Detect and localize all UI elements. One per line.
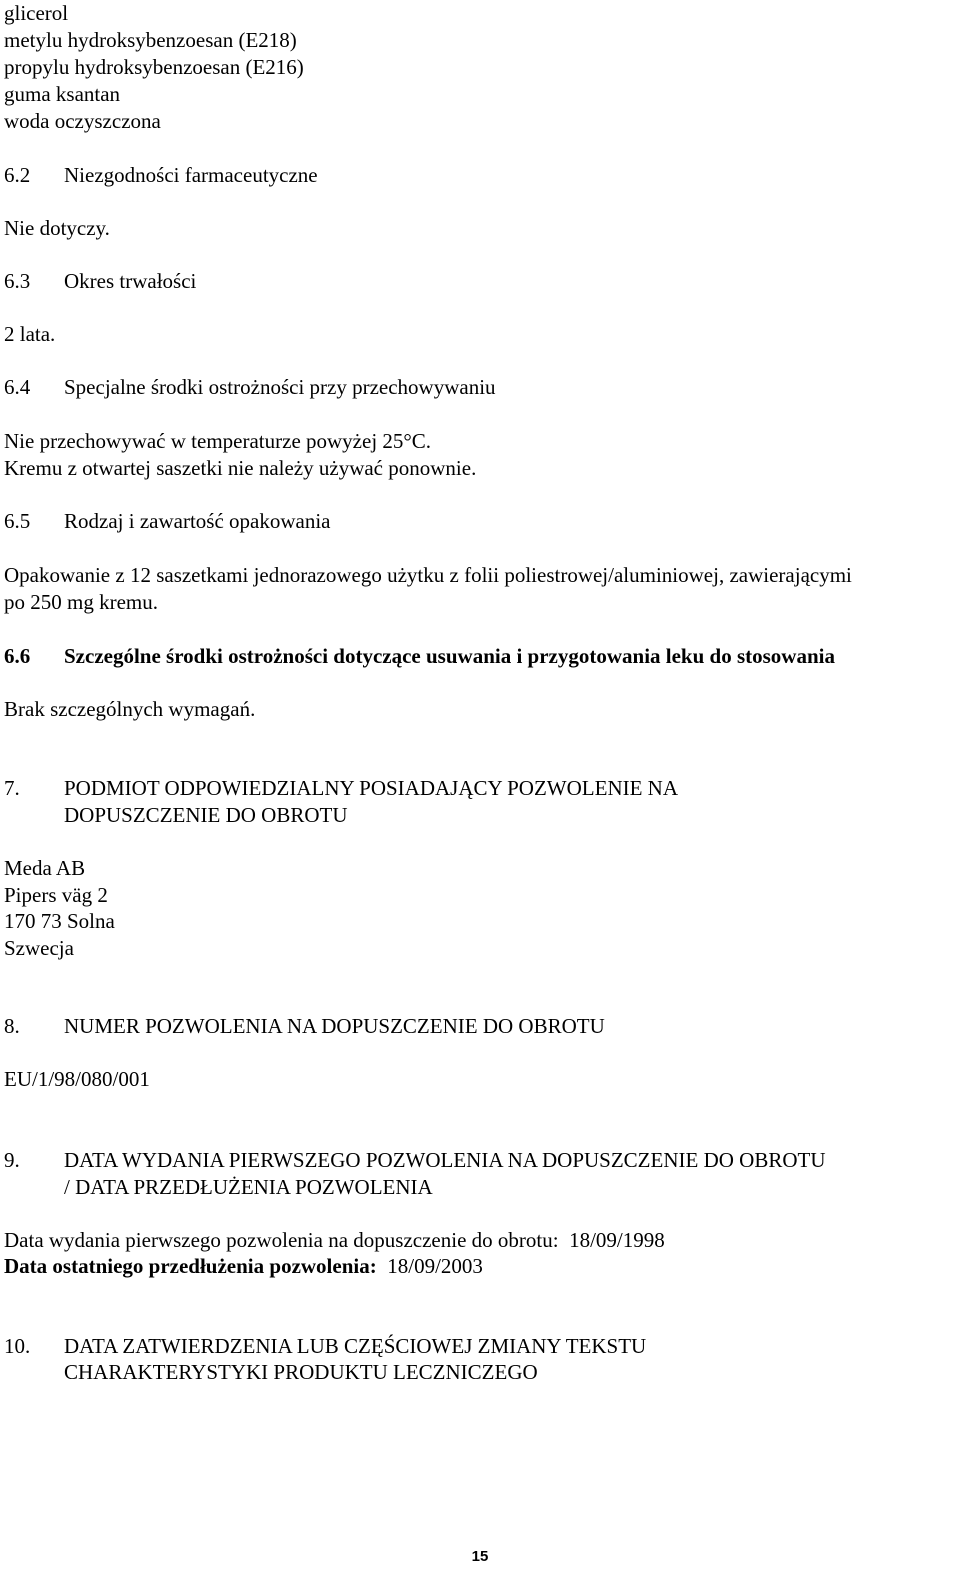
heading-number: 6.6 — [4, 644, 31, 668]
text-6-4-line-1: Nie przechowywać w temperaturze powyżej 25°C. — [4, 429, 432, 453]
mah-city: 170 73 Solna — [4, 909, 115, 933]
excipient-guma: guma ksantan — [4, 82, 121, 106]
heading-number: 7. — [4, 776, 20, 800]
first-authorisation-line — [4, 1227, 665, 1253]
excipient-woda: woda oczyszczona — [4, 109, 161, 133]
heading-title-line-2: DOPUSZCZENIE DO OBROTU — [64, 803, 348, 827]
authorisation-number: EU/1/98/080/001 — [4, 1067, 150, 1091]
mah-street: Pipers väg 2 — [4, 883, 108, 907]
page-number: 15 — [471, 1548, 489, 1565]
heading-title-line-2: / DATA PRZEDŁUŻENIA POZWOLENIA — [64, 1175, 433, 1199]
heading-number: 6.2 — [4, 163, 31, 187]
first-authorisation-label: Data wydania pierwszego pozwolenia na dopuszczenie do obrotu: — [4, 1228, 559, 1252]
text-6-2: Nie dotyczy. — [4, 216, 110, 240]
renewal-line — [4, 1253, 483, 1279]
heading-title: Szczególne środki ostrożności dotyczące usuwania i przygotowania leku do stosowania — [64, 644, 835, 668]
heading-title-line-1: PODMIOT ODPOWIEDZIALNY POSIADAJĄCY POZWOLENIE NA — [64, 776, 679, 800]
heading-title: NUMER POZWOLENIA NA DOPUSZCZENIE DO OBROTU — [64, 1014, 605, 1038]
heading-title: Rodzaj i zawartość opakowania — [64, 509, 331, 533]
heading-title-line-2: CHARAKTERYSTYKI PRODUKTU LECZNICZEGO — [64, 1360, 538, 1384]
excipient-glicerol: glicerol — [4, 1, 69, 25]
mah-country: Szwecja — [4, 936, 74, 960]
excipient-metylu: metylu hydroksybenzoesan (E218) — [4, 28, 297, 52]
heading-title: Specjalne środki ostrożności przy przechowywaniu — [64, 375, 496, 399]
text-6-5-line-1: Opakowanie z 12 saszetkami jednorazowego użytku z folii poliestrowej/aluminiowej, zawierającymi — [4, 563, 852, 587]
text-6-6: Brak szczególnych wymagań. — [4, 697, 256, 721]
heading-title-line-1: DATA ZATWIERDZENIA LUB CZĘŚCIOWEJ ZMIANY TEKSTU — [64, 1334, 647, 1358]
renewal-date: 18/09/2003 — [387, 1254, 483, 1278]
renewal-label: Data ostatniego przedłużenia pozwolenia: — [4, 1254, 377, 1278]
heading-number: 8. — [4, 1014, 20, 1038]
text-6-5-line-2: po 250 mg kremu. — [4, 590, 158, 614]
heading-number: 6.4 — [4, 375, 31, 399]
text-6-3: 2 lata. — [4, 322, 56, 346]
excipient-propylu: propylu hydroksybenzoesan (E216) — [4, 55, 304, 79]
heading-title: Okres trwałości — [64, 269, 197, 293]
first-authorisation-date: 18/09/1998 — [569, 1228, 665, 1252]
heading-number: 9. — [4, 1148, 20, 1172]
heading-number: 10. — [4, 1334, 31, 1358]
heading-number: 6.5 — [4, 509, 31, 533]
heading-title: Niezgodności farmaceutyczne — [64, 163, 318, 187]
heading-title-line-1: DATA WYDANIA PIERWSZEGO POZWOLENIA NA DOPUSZCZENIE DO OBROTU — [64, 1148, 826, 1172]
mah-name: Meda AB — [4, 856, 86, 880]
heading-number: 6.3 — [4, 269, 31, 293]
text-6-4-line-2: Kremu z otwartej saszetki nie należy używać ponownie. — [4, 456, 477, 480]
